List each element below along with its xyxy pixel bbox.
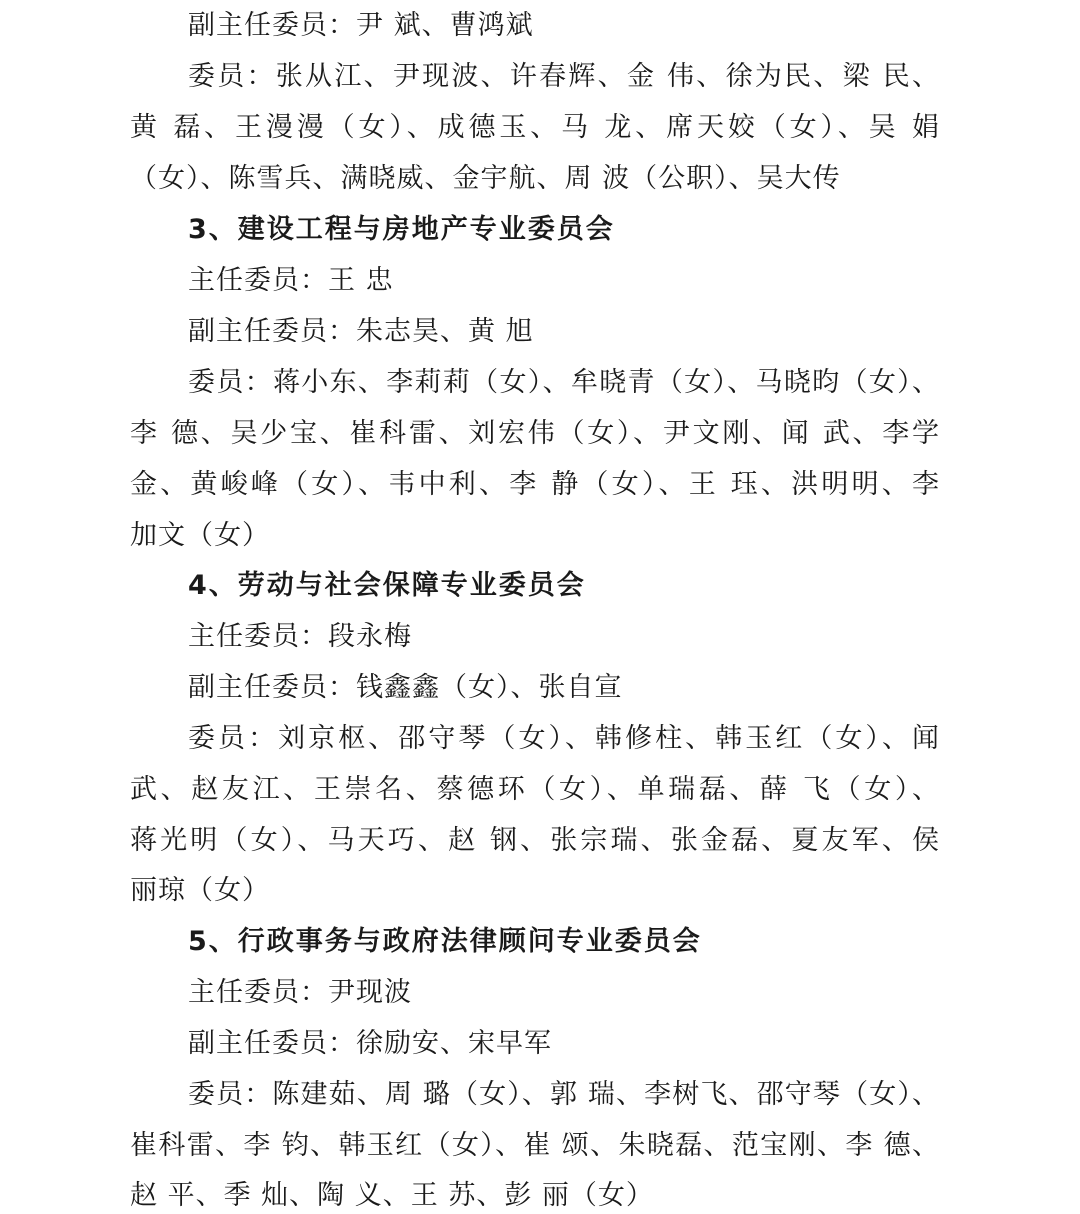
section4-members-line-1: 委员：刘京枢、邵守琴（女）、韩修柱、韩玉红（女）、闻: [188, 723, 940, 754]
section3-members-line-4: 加文（女）: [130, 520, 270, 551]
section2-vice-chairs: 副主任委员：尹 斌、曹鸿斌: [188, 10, 534, 41]
section3-members-line-2: 李 德、吴少宝、崔科雷、刘宏伟（女）、尹文刚、闻 武、李学: [130, 418, 940, 449]
section2-members-line-1: 委员：张从江、尹现波、许春辉、金 伟、徐为民、梁 民、: [188, 61, 940, 92]
section2-members-line-2: 黄 磊、王漫漫（女）、成德玉、马 龙、席天姣（女）、吴 娟: [130, 112, 940, 143]
section5-vice-chairs: 副主任委员：徐励安、宋早军: [188, 1028, 552, 1059]
section4-chair: 主任委员：段永梅: [188, 621, 412, 652]
section3-members-line-3: 金、黄峻峰（女）、韦中利、李 静（女）、王 珏、洪明明、李: [130, 469, 940, 500]
section5-members-line-1: 委员：陈建茹、周 璐（女）、郭 瑞、李树飞、邵守琴（女）、: [188, 1079, 940, 1110]
section4-members-line-3: 蒋光明（女）、马天巧、赵 钢、张宗瑞、张金磊、夏友军、侯: [130, 825, 940, 856]
section5-heading: 5、行政事务与政府法律顾问专业委员会: [188, 926, 702, 957]
section5-chair: 主任委员：尹现波: [188, 977, 412, 1008]
section4-members-line-2: 武、赵友江、王崇名、蔡德环（女）、单瑞磊、薛 飞（女）、: [130, 774, 940, 805]
section2-members-line-3: （女）、陈雪兵、满晓威、金宇航、周 波（公职）、吴大传: [130, 163, 841, 194]
section5-members-line-3: 赵 平、季 灿、陶 义、王 苏、彭 丽（女）: [130, 1180, 654, 1211]
section5-members-line-2: 崔科雷、李 钧、韩玉红（女）、崔 颂、朱晓磊、范宝刚、李 德、: [130, 1130, 940, 1161]
section3-vice-chairs: 副主任委员：朱志昊、黄 旭: [188, 316, 534, 347]
section3-heading: 3、建设工程与房地产专业委员会: [188, 214, 615, 245]
section4-heading: 4、劳动与社会保障专业委员会: [188, 570, 586, 601]
section4-vice-chairs: 副主任委员：钱鑫鑫（女）、张自宣: [188, 672, 623, 703]
section3-chair: 主任委员：王 忠: [188, 265, 394, 296]
section3-members-line-1: 委员：蒋小东、李莉莉（女）、牟晓青（女）、马晓昀（女）、: [188, 367, 940, 398]
section4-members-line-4: 丽琼（女）: [130, 875, 270, 906]
